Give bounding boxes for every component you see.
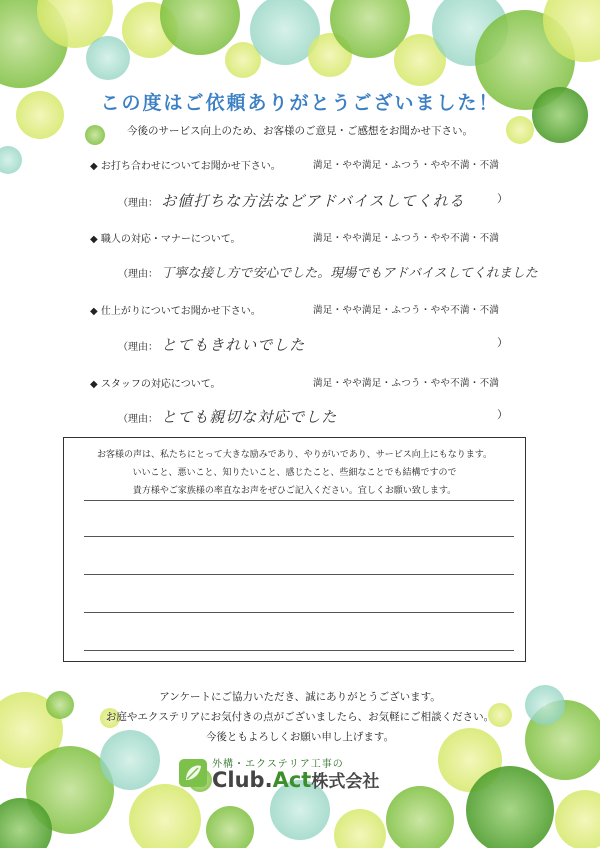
footer-consult: お庭やエクステリアにお気付きの点がございましたら、お気軽にご相談ください。 [105,711,495,723]
question-label: 職人の対応・マナーについて。 [100,234,241,245]
writing-line [84,536,514,537]
reason-label: （理由： [118,342,158,353]
footer-regards: 今後ともよろしくお願い申し上げます。 [205,731,395,743]
question-3 [90,302,261,317]
logo-club: Club. [212,768,273,792]
reason-line [118,190,465,211]
page-title: この度はご依頼ありがとうございました！ [100,92,500,114]
writing-line [84,650,514,651]
reason-line [118,334,305,355]
rating-scale[interactable]: 満足・やや満足・ふつう・やや不満・不満 [313,160,500,171]
comment-box-intro-1: お客様の声は、私たちにとって大きな励みであり、やりがいであり、サービス向上にもなります。 [96,450,493,460]
reason-close: ） [497,408,508,421]
logo-name [212,767,379,792]
bullet-icon: ◆ [90,234,98,245]
comment-box-intro-2: いいこと、悪いこと、知りたいこと、感じたこと、些細なことでも結構ですので [132,468,457,478]
handwritten-answer[interactable]: お値打ちな方法などアドバイスしてくれる [161,192,465,210]
page-subtitle: 今後のサービス向上のため、お客様のご意見・ご感想をお聞かせ下さい。 [126,125,474,137]
writing-line [84,612,514,613]
comment-box-intro-3: 貴方様やご家族様の率直なお声をぜひご記入ください。宜しくお願い致します。 [132,486,457,496]
company-logo [178,755,428,792]
reason-close: ） [497,192,508,205]
logo-act: Act [272,768,312,792]
bullet-icon: ◆ [90,161,98,172]
question-4 [90,375,221,390]
logo-company: 株式会社 [311,772,380,792]
bullet-icon: ◆ [90,306,98,317]
comment-box[interactable] [63,437,526,662]
logo-tagline: 外構・エクステリア工事の [212,759,344,770]
reason-label: （理由： [118,414,158,425]
reason-line [118,262,538,281]
writing-line [84,500,514,501]
question-2 [90,230,241,245]
question-label: スタッフの対応について。 [100,379,221,390]
rating-scale[interactable]: 満足・やや満足・ふつう・やや不満・不満 [313,378,500,389]
bullet-icon: ◆ [90,379,98,390]
handwritten-answer[interactable]: 丁寧な接し方で安心でした。現場でもアドバイスしてくれました [161,266,538,281]
handwritten-answer[interactable]: とてもきれいでした [161,336,306,354]
question-label: お打ち合わせについてお聞かせ下さい。 [100,161,281,172]
footer-thanks: アンケートにご協力いただき、誠にありがとうございます。 [159,691,441,703]
question-label: 仕上がりについてお聞かせ下さい。 [100,306,261,317]
leaf-logo-icon [178,758,208,788]
reason-label: （理由： [118,269,158,280]
rating-scale[interactable]: 満足・やや満足・ふつう・やや不満・不満 [313,305,500,316]
reason-close: ） [497,336,508,349]
writing-line [84,574,514,575]
handwritten-answer[interactable]: とても親切な対応でした [161,408,338,426]
reason-line [118,406,337,427]
reason-label: （理由： [118,198,158,209]
rating-scale[interactable]: 満足・やや満足・ふつう・やや不満・不満 [313,233,500,244]
question-1 [90,157,281,172]
